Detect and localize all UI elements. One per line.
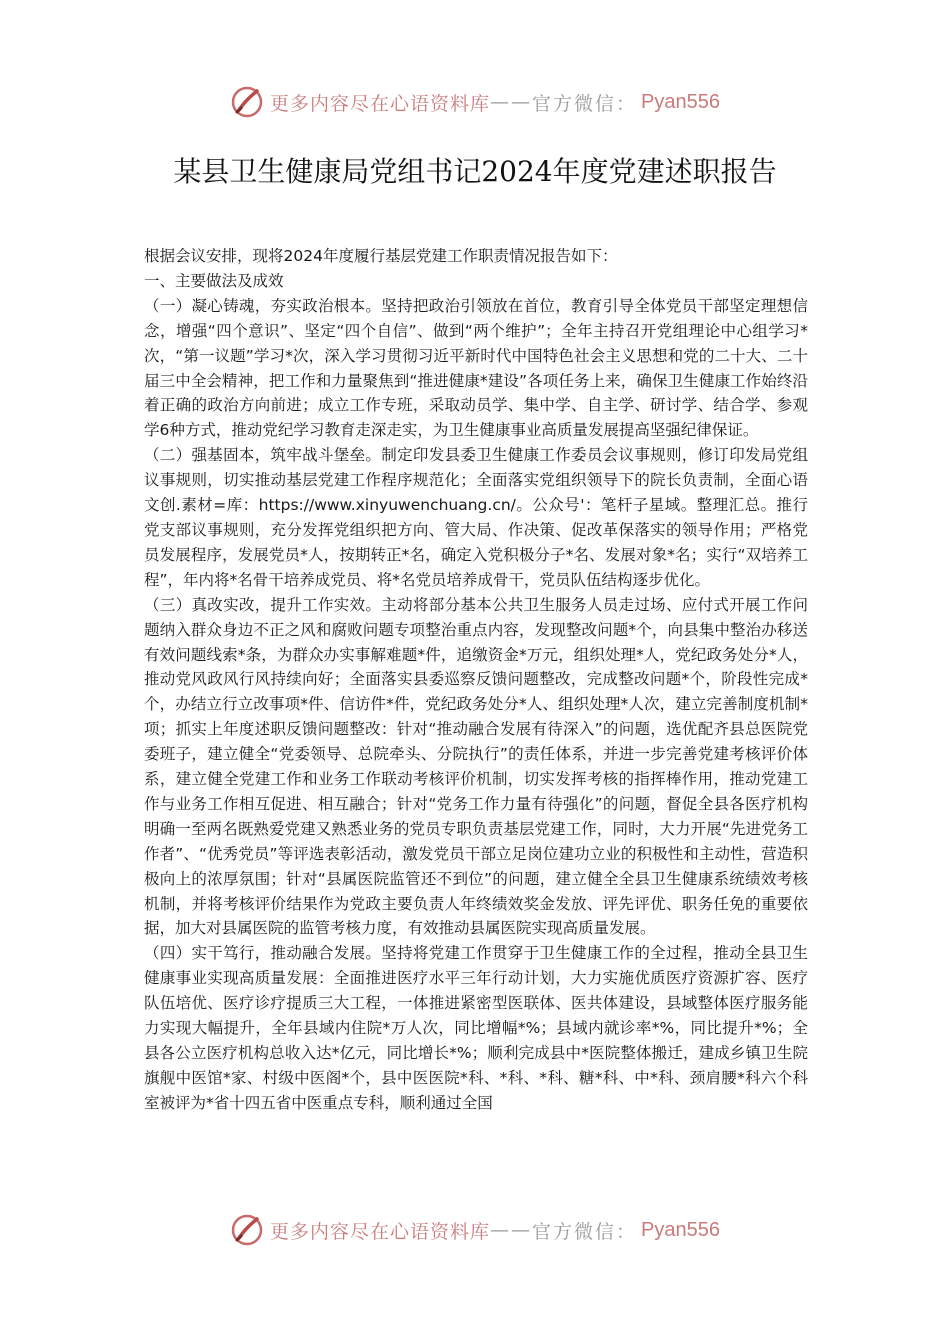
- document-body: [144, 244, 808, 1116]
- body-paragraph: （二）强基固本，筑牢战斗堡垒。制定印发县委卫生健康工作委员会议事规则，修订印发局党组议事规则，切实推动基层党建工作程序规范化；全面落实党组织领导下的院长负责制，全面心语文创.素材=库：https://www.xinyuwenchuang.cn/。公众号'：笔杆子星域。整理汇总。推行党支部议事规则，充分发挥党组织把方向、管大局、作决策、促改革保落实的领导作用；严格党员发展程序，发展党员*人，按期转正*名，确定入党积极分子*名、发展对象*名；实行“双培养工程”，年内将*名骨干培养成党员、将*名党员培养成骨干，党员队伍结构逐步优化。: [144, 446, 808, 589]
- body-paragraph: （一）凝心铸魂，夯实政治根本。坚持把政治引领放在首位，教育引导全体党员干部坚定理想信念，增强“四个意识”、坚定“四个自信”、做到“两个维护”；全年主持召开党组理论中心组学习*次，“第一议题”学习*次，深入学习贯彻习近平新时代中国特色社会主义思想和党的二十大、二十届三中全会精神，把工作和力量聚焦到“推进健康*建设”各项任务上来，确保卫生健康工作始终沿着正确的政治方向前进；成立工作专班，采取动员学、集中学、自主学、研讨学、结合学、参观学6种方式，推动党纪学习教育走深走实，为卫生健康事业高质量发展提高坚强纪律保证。: [144, 296, 808, 440]
- brush-logo-icon: [230, 85, 264, 119]
- brush-logo-icon: [230, 1213, 264, 1247]
- body-paragraph: （四）实干笃行，推动融合发展。坚持将党建工作贯穿于卫生健康工作的全过程，推动全县卫生健康事业实现高质量发展：全面推进医疗水平三年行动计划，大力实施优质医疗资源扩容、医疗队伍培优、医疗诊疗提质三大工程，一体推进紧密型医联体、医共体建设，县域整体医疗服务能力实现大幅提升，全年县域内住院*万人次，同比增幅*%；县域内就诊率*%，同比提升*%；全县各公立医疗机构总收入达*亿元，同比增长*%；顺利完成县中*医院整体搬迁，建成乡镇卫生院旗舰中医馆*家、村级中医阁*个，县中医医院*科、*科、*科、糖*科、中*科、颈肩腰*科六个科室被评为*省十四五省中医重点专科，顺利通过全国: [144, 944, 808, 1112]
- banner-wechat-id: Pyan556: [641, 90, 720, 113]
- document-title: 某县卫生健康局党组书记2024年度党建述职报告: [173, 155, 777, 188]
- banner-slogan: 更多内容尽在心语资料库: [270, 1220, 491, 1243]
- body-paragraph: （三）真改实改，提升工作实效。主动将部分基本公共卫生服务人员走过场、应付式开展工作问题纳入群众身边不正之风和腐败问题专项整治重点内容，发现整改问题*个，向县集中整治办移送有效问题线索*条，为群众办实事解难题*件，追缴资金*万元，组织处理*人，党纪政务处分*人，推动党风政风行风持续向好；全面落实县委巡察反馈问题整改，完成整改问题*个，阶段性完成*个，办结立行立改事项*件、信访件*件，党纪政务处分*人、组织处理*人次，建立完善制度机制*项；抓实上年度述职反馈问题整改：针对“推动融合发展有待深入”的问题，选优配齐县总医院党委班子，建立健全“党委领导、总院牵头、分院执行”的责任体系，并进一步完善党建考核评价体系，建立健全党建工作和业务工作联动考核评价机制，切实发挥考核的指挥棒作用，推动党建工作与业务工作相互促进、相互融合；针对“党务工作力量有待强化”的问题，督促全县各医疗机构明确一至两名既熟爱党建又熟悉业务的党员专职负责基层党建工作，同时，大力开展“先进党务工作者”、“优秀党员”等评选表彰活动，激发党员干部立足岗位建功立业的积极性和主动性，营造积极向上的浓厚氛围；针对“县属医院监管还不到位”的问题，建立健全全县卫生健康系统绩效考核机制，并将考核评价结果作为党政主要负责人年终绩效奖金发放、评先评优、职务任免的重要依据，加大对县属医院的监管考核力度，有效推动县属医院实现高质量发展。: [144, 595, 808, 938]
- banner-slogan: 更多内容尽在心语资料库: [270, 92, 491, 115]
- section-heading: 一、主要做法及成效: [144, 271, 284, 290]
- banner-wechat-id: Pyan556: [641, 1218, 720, 1241]
- banner-wechat-label: 官方微信：: [532, 1220, 638, 1243]
- footer-banner: [0, 1210, 950, 1250]
- banner-dash: ——: [490, 1219, 533, 1241]
- intro-paragraph: 根据会议安排，现将2024年度履行基层党建工作职责情况报告如下：: [144, 247, 618, 265]
- header-banner: [0, 82, 950, 122]
- banner-wechat-label: 官方微信：: [532, 92, 638, 115]
- banner-dash: ——: [490, 91, 533, 113]
